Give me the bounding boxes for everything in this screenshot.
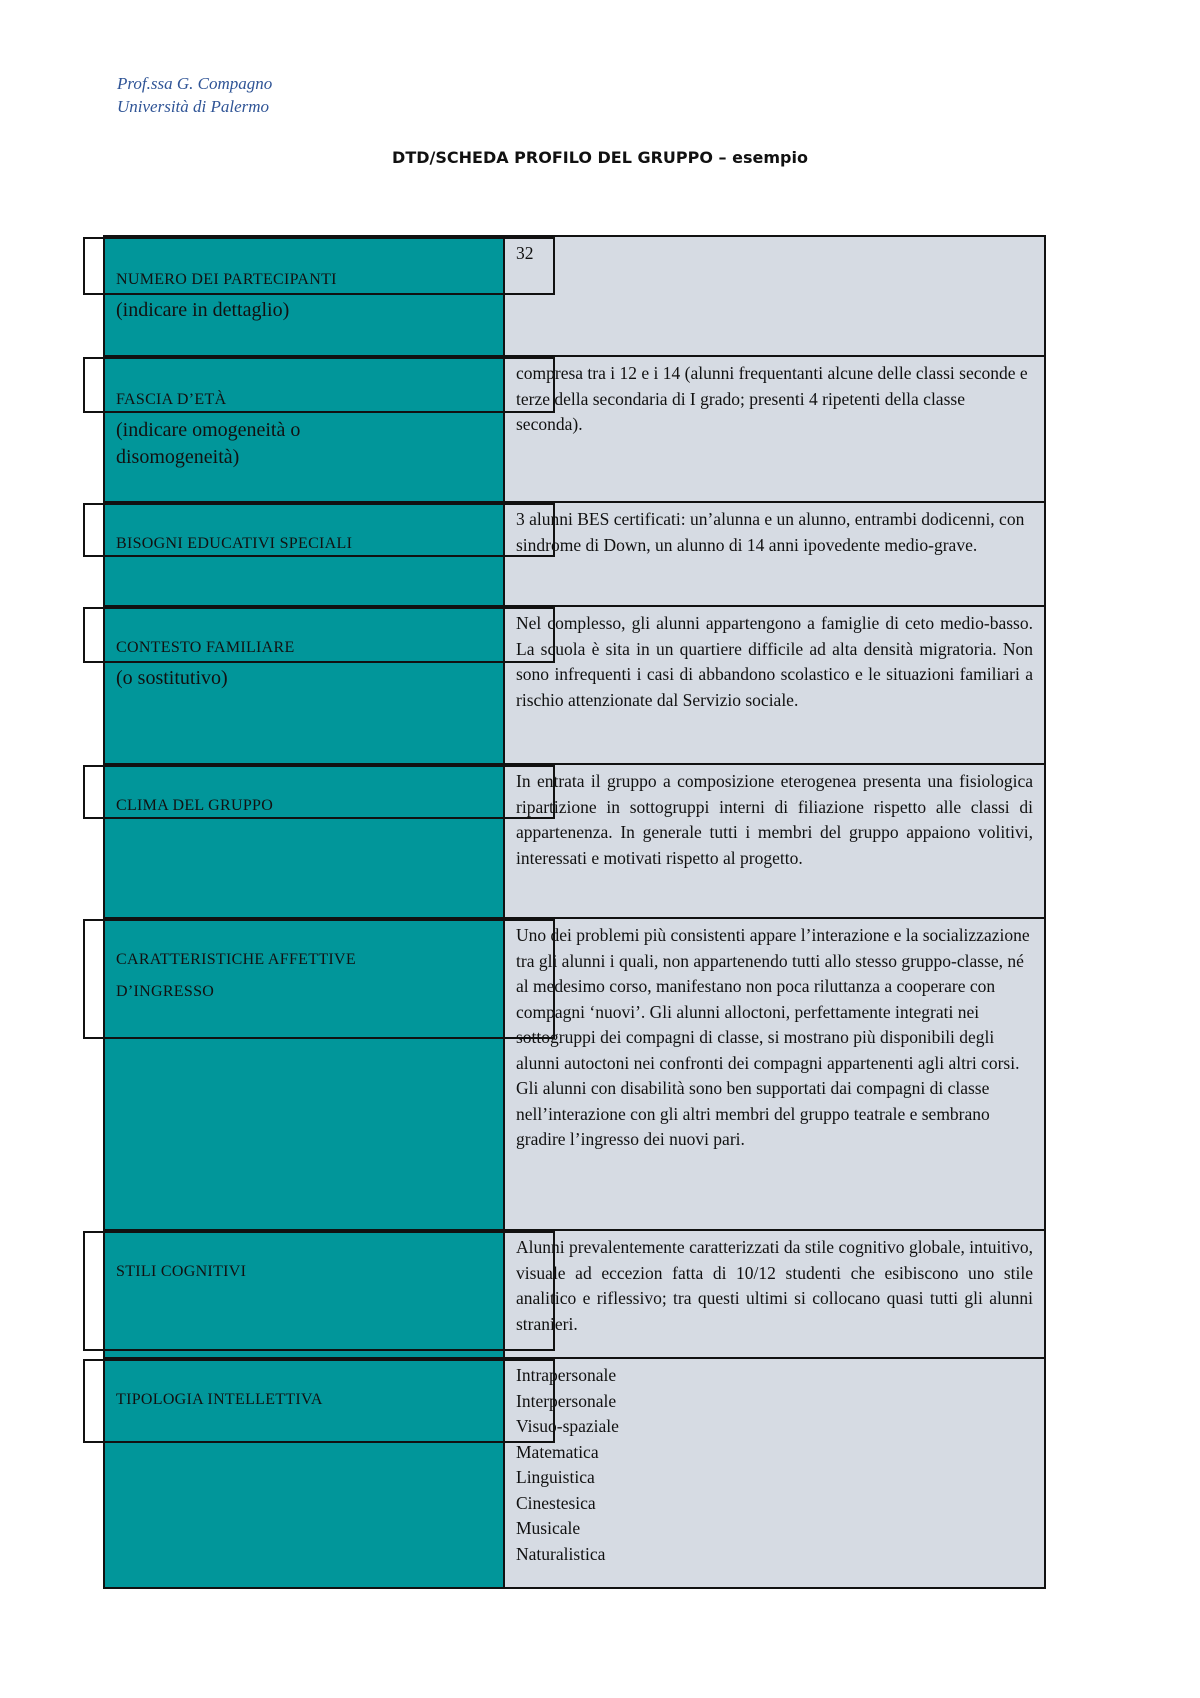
frame-box — [503, 607, 555, 663]
frame-box — [83, 1231, 505, 1351]
frame-box — [503, 919, 555, 1039]
row-label: STILI COGNITIVI — [116, 1263, 247, 1280]
list-item: Cinestesica — [516, 1492, 596, 1513]
table-row — [103, 235, 1046, 355]
list-item: Interpersonale — [516, 1390, 617, 1411]
list-item: Musicale — [516, 1518, 581, 1538]
frame-box — [83, 919, 505, 1039]
frame-box — [83, 765, 505, 819]
university-name: Università di Palermo — [117, 97, 270, 116]
row-sublabel: (indicare omogeneità o disomogeneità) — [116, 419, 301, 468]
frame-box — [83, 1359, 505, 1443]
row-content: 32 — [516, 243, 534, 263]
page-title: DTD/SCHEDA PROFILO DEL GRUPPO – esempio — [392, 148, 808, 167]
row-label: CONTESTO FAMILIARE — [116, 639, 295, 656]
row-label: CARATTERISTICHE AFFETTIVE — [116, 951, 356, 968]
content-cell — [505, 919, 1044, 1229]
frame-box — [503, 503, 555, 557]
row-label: CLIMA DEL GRUPPO — [116, 797, 274, 814]
list-item: Intrapersonale — [516, 1365, 617, 1385]
list-item: Visuo-spaziale — [516, 1416, 619, 1436]
row-label: TIPOLOGIA INTELLETTIVA — [116, 1391, 323, 1408]
list-item: Linguistica — [516, 1467, 595, 1487]
row-content: Alunni prevalentemente caratterizzati da stile cognitivo globale, intuitivo, visuale ad eccezion fatta di 10/12 studenti che esibiscono uno stile analitico e riflessivo; tra questi ultimi si collocano quasi tutti gli alunni stranieri. — [516, 1237, 1033, 1334]
row-label: BISOGNI EDUCATIVI SPECIALI — [116, 535, 353, 552]
content-cell — [505, 765, 1044, 917]
content-cell — [505, 237, 1044, 355]
frame-box — [503, 1231, 555, 1351]
row-sublabel: (o sostitutivo) — [116, 667, 228, 689]
row-sublabel: (indicare in dettaglio) — [116, 299, 290, 321]
frame-box — [83, 237, 505, 295]
frame-box — [83, 607, 505, 663]
frame-box — [503, 1359, 555, 1443]
row-label: NUMERO DEI PARTECIPANTI — [116, 271, 337, 288]
table-row — [103, 355, 1046, 501]
row-content: compresa tra i 12 e i 14 (alunni frequentanti alcune delle classi seconde e terze della secondaria di I grado; presenti 4 ripetenti della classe seconda). — [516, 363, 1028, 434]
content-cell — [505, 607, 1044, 763]
table-row — [103, 917, 1046, 1229]
content-cell — [505, 1359, 1044, 1587]
table-row — [103, 1229, 1046, 1357]
table-row — [103, 1357, 1046, 1589]
profile-table — [103, 235, 1046, 1589]
frame-box — [83, 503, 505, 557]
intelligence-list — [516, 1363, 1033, 1567]
frame-box — [83, 357, 505, 413]
content-cell — [505, 503, 1044, 605]
row-label: FASCIA D’ETÀ — [116, 391, 227, 408]
list-item: Matematica — [516, 1441, 599, 1462]
author-name: Prof.ssa G. Compagno — [117, 74, 273, 93]
frame-box — [503, 357, 555, 413]
table-row — [103, 763, 1046, 917]
row-content: Uno dei problemi più consistenti appare l’interazione e la socializzazione tra gli alunni i quali, non appartenendo tutti allo stesso gruppo-classe, né al medesimo corso, manifestano non poca riluttanza a cooperare con compagni ‘nuovi’. Gli alunni alloctoni, perfettamente integrati nei sottogruppi dei compagni di classe, si mostrano più disponibili degli alunni autoctoni nei confronti dei compagni appartenenti agli altri corsi. Gli alunni con disabilità sono ben supportati dai compagni di classe nell’interazione con gli altri membri del gruppo teatrale e sembrano gradire l’ingresso dei nuovi pari. — [516, 925, 1030, 1149]
frame-box — [503, 237, 555, 295]
row-label-line2: D’INGRESSO — [116, 983, 215, 1000]
list-item: Naturalistica — [516, 1543, 606, 1564]
row-content: Nel complesso, gli alunni appartengono a famiglie di ceto medio-basso. La scuola è sita in un quartiere difficile ad alta densità migratoria. Non sono infrequenti i casi di abbandono scolastico e le situazioni familiari a rischio attenzionate dal Servizio sociale. — [516, 613, 1033, 710]
table-row — [103, 501, 1046, 605]
frame-box — [503, 765, 555, 819]
content-cell — [505, 357, 1044, 501]
content-cell — [505, 1231, 1044, 1357]
document-header — [117, 72, 272, 118]
table-row — [103, 605, 1046, 763]
row-content: 3 alunni BES certificati: un’alunna e un alunno, entrambi dodicenni, con sindrome di Down, un alunno di 14 anni ipovedente medio-grave. — [516, 509, 1025, 555]
row-content: In entrata il gruppo a composizione eterogenea presenta una fisiologica ripartizione in sottogruppi interni di filiazione rispetto alle classi di appartenenza. In generale tutti i membri del gruppo appaiono volitivi, interessati e motivati rispetto al progetto. — [516, 771, 1033, 868]
